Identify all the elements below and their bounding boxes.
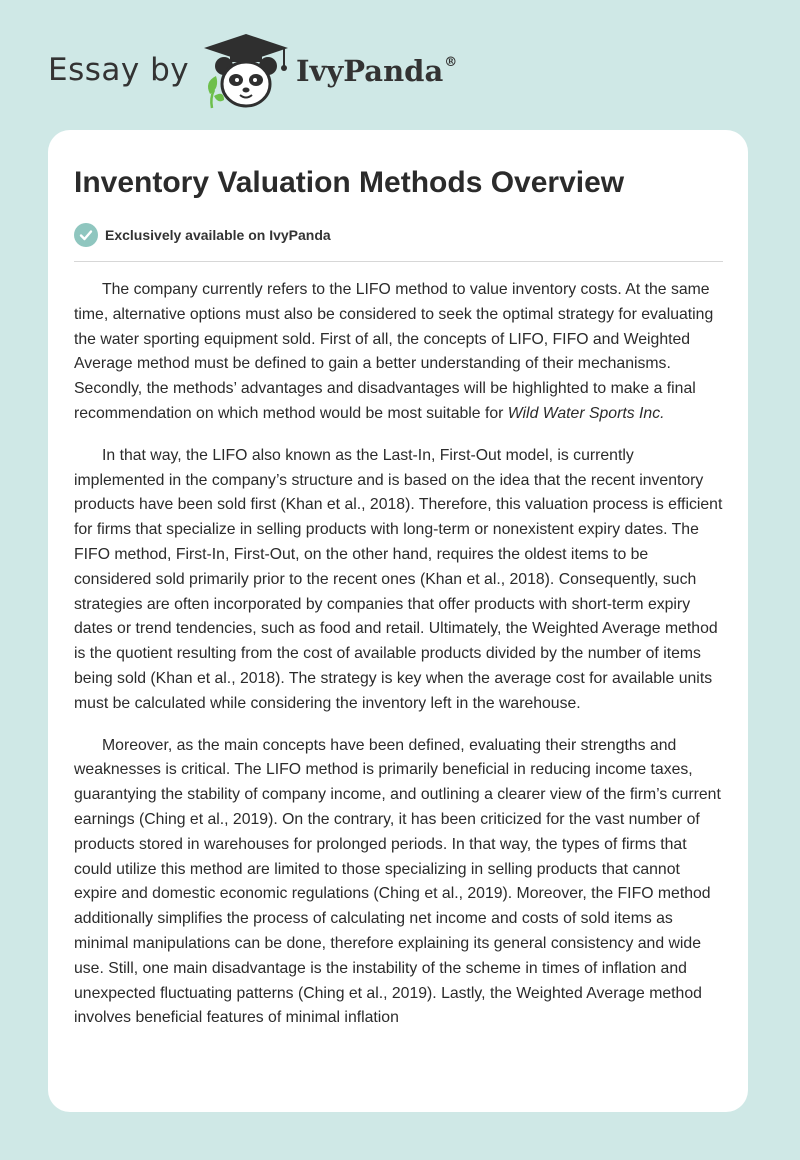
paragraph-2: In that way, the LIFO also known as the Last-In, First-Out model, is currently implemented in the company’s structure and is based on the idea that the recent inventory products have been sold first (Khan et al., 2018). Therefore, this valuation process is efficient for firms that specialize in selling products with long-term or nonexistent expiry dates. The FIFO method, First-In, First-Out, on the other hand, requires the oldest items to be considered sold primarily prior to the recent ones (Khan et al., 2018). Consequently, such strategies are often incorporated by companies that offer products with short-term expiry dates or trend tendencies, such as food and retail. Ultimately, the Weighted Average method is the quotient resulting from the cost of available products divided by the number of items being sold (Khan et al., 2018). The strategy is key when the average cost for available units must be calculated while considering the inventory left in the warehouse. <box>74 446 723 712</box>
essay-title: Inventory Valuation Methods Overview <box>74 166 625 199</box>
divider <box>74 261 723 262</box>
exclusive-label: Exclusively available on IvyPanda <box>105 227 331 243</box>
registered-mark: ® <box>444 55 458 71</box>
exclusive-badge <box>74 222 331 248</box>
brand-name-text: IvyPanda <box>296 54 444 88</box>
essay-by-label: Essay by <box>48 52 190 88</box>
paragraph-1-text: The company currently refers to the LIFO method to value inventory costs. At the same time, alternative options must also be considered to seek the optimal strategy for evaluating the water sporting equipment sold. First of all, the concepts of LIFO, FIFO and Weighted Average method must be defined to gain a better understanding of their mechanisms. Secondly, the methods’ advantages and disadvantages will be highlighted to make a final recommendation on which method would be most suitable for <box>74 281 714 422</box>
site-header <box>48 30 748 110</box>
essay-card <box>48 130 748 1112</box>
panda-logo-icon[interactable] <box>200 32 292 110</box>
paragraph-1 <box>74 278 724 427</box>
essay-body <box>74 278 724 1048</box>
paragraph-3: Moreover, as the main concepts have been defined, evaluating their strengths and weaknesses is critical. The LIFO method is primarily beneficial in reducing income taxes, guarantying the stability of company income, and outlining a clearer view of the firm’s current earnings (Ching et al., 2019). On the contrary, it has been criticized for the vast number of products stored in warehouses for prolonged periods. In that way, the types of firms that could utilize this method are limited to those specializing in selling products that cannot expire and domestic economic regulations (Ching et al., 2019). Moreover, the FIFO method additionally simplifies the process of calculating net income and costs of sold items as minimal manipulations can be done, therefore explaining its general consistency and wide use. Still, one main disadvantage is the instability of the scheme in times of inflation and unexpected fluctuating patterns (Ching et al., 2019). Lastly, the Weighted Average method involves beneficial features of minimal inflation <box>74 736 721 1027</box>
company-name: Wild Water Sports Inc. <box>507 404 665 422</box>
brand-name[interactable] <box>296 54 457 88</box>
check-circle-icon <box>74 223 98 247</box>
